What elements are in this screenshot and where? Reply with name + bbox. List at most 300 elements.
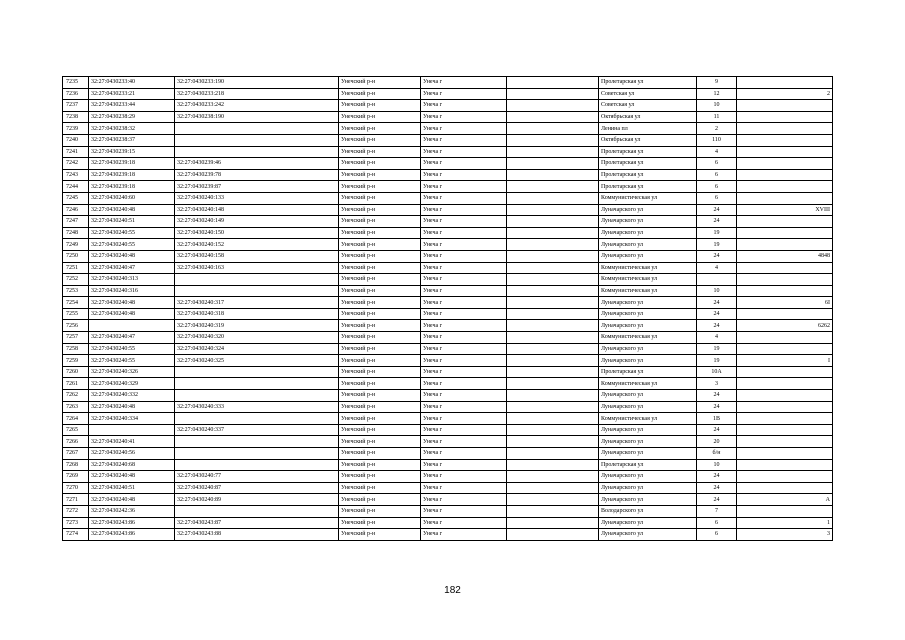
house-number-cell: 19 bbox=[697, 227, 737, 239]
table-row bbox=[63, 494, 833, 506]
parcel-number-cell: 32:27:0430239:15 bbox=[89, 146, 175, 158]
town-cell: Унеча г bbox=[421, 494, 507, 506]
house-number-cell: 1В bbox=[697, 413, 737, 425]
object-number-cell: 32:27:0430240:149 bbox=[175, 216, 339, 228]
town-cell: Унеча г bbox=[421, 413, 507, 425]
street-cell: Коммунистическая ул bbox=[599, 378, 697, 390]
object-number-cell: 32:27:0430240:158 bbox=[175, 250, 339, 262]
table-row bbox=[63, 332, 833, 344]
house-number-cell: 6 bbox=[697, 181, 737, 193]
house-number-cell: 24 bbox=[697, 216, 737, 228]
apartment-cell bbox=[737, 158, 833, 170]
row-number-cell: 7242 bbox=[63, 158, 89, 170]
table-row bbox=[63, 169, 833, 181]
locality-cell bbox=[507, 413, 599, 425]
apartment-cell bbox=[737, 192, 833, 204]
house-number-cell bbox=[697, 274, 737, 286]
table-row bbox=[63, 378, 833, 390]
row-number-cell: 7264 bbox=[63, 413, 89, 425]
district-cell: Унечский р-н bbox=[339, 123, 421, 135]
apartment-cell bbox=[737, 436, 833, 448]
street-cell: Пролетарская ул bbox=[599, 366, 697, 378]
object-number-cell bbox=[175, 134, 339, 146]
row-number-cell: 7240 bbox=[63, 134, 89, 146]
locality-cell bbox=[507, 401, 599, 413]
street-cell: Пролетарская ул bbox=[599, 169, 697, 181]
object-number-cell: 32:27:0430240:87 bbox=[175, 482, 339, 494]
house-number-cell: 7 bbox=[697, 505, 737, 517]
row-number-cell: 7251 bbox=[63, 262, 89, 274]
table-row bbox=[63, 192, 833, 204]
row-number-cell: 7270 bbox=[63, 482, 89, 494]
row-number-cell: 7273 bbox=[63, 517, 89, 529]
town-cell: Унеча г bbox=[421, 88, 507, 100]
district-cell: Унечский р-н bbox=[339, 100, 421, 112]
street-cell: Ленина пл bbox=[599, 123, 697, 135]
locality-cell bbox=[507, 250, 599, 262]
town-cell: Унеча г bbox=[421, 355, 507, 367]
town-cell: Унеча г bbox=[421, 343, 507, 355]
town-cell: Унеча г bbox=[421, 332, 507, 344]
table-row bbox=[63, 181, 833, 193]
row-number-cell: 7253 bbox=[63, 285, 89, 297]
row-number-cell: 7241 bbox=[63, 146, 89, 158]
object-number-cell: 32:27:0430233:218 bbox=[175, 88, 339, 100]
locality-cell bbox=[507, 227, 599, 239]
parcel-number-cell: 32:27:0430240:316 bbox=[89, 285, 175, 297]
locality-cell bbox=[507, 134, 599, 146]
apartment-cell bbox=[737, 366, 833, 378]
street-cell: Луначарского ул bbox=[599, 250, 697, 262]
house-number-cell: 3 bbox=[697, 378, 737, 390]
object-number-cell: 32:27:0430240:148 bbox=[175, 204, 339, 216]
apartment-cell bbox=[737, 413, 833, 425]
street-cell: Коммунистическая ул bbox=[599, 262, 697, 274]
apartment-cell bbox=[737, 123, 833, 135]
locality-cell bbox=[507, 343, 599, 355]
town-cell: Унеча г bbox=[421, 308, 507, 320]
district-cell: Унечский р-н bbox=[339, 343, 421, 355]
object-number-cell: 32:27:0430240:333 bbox=[175, 401, 339, 413]
district-cell: Унечский р-н bbox=[339, 401, 421, 413]
object-number-cell: 32:27:0430240:324 bbox=[175, 343, 339, 355]
apartment-cell bbox=[737, 471, 833, 483]
object-number-cell: 32:27:0430233:190 bbox=[175, 77, 339, 89]
house-number-cell: 19 bbox=[697, 355, 737, 367]
row-number-cell: 7261 bbox=[63, 378, 89, 390]
district-cell: Унечский р-н bbox=[339, 181, 421, 193]
object-number-cell bbox=[175, 448, 339, 460]
street-cell: Луначарского ул bbox=[599, 529, 697, 541]
parcel-number-cell: 32:27:0430240:55 bbox=[89, 227, 175, 239]
town-cell: Унеча г bbox=[421, 158, 507, 170]
apartment-cell bbox=[737, 227, 833, 239]
parcel-number-cell: 32:27:0430243:86 bbox=[89, 529, 175, 541]
district-cell: Унечский р-н bbox=[339, 459, 421, 471]
house-number-cell: 4 bbox=[697, 146, 737, 158]
table-row bbox=[63, 227, 833, 239]
table-row bbox=[63, 146, 833, 158]
house-number-cell: 10А bbox=[697, 366, 737, 378]
object-number-cell: 32:27:0430240:320 bbox=[175, 332, 339, 344]
town-cell: Унеча г bbox=[421, 471, 507, 483]
table-row bbox=[63, 401, 833, 413]
town-cell: Унеча г bbox=[421, 262, 507, 274]
table-row bbox=[63, 355, 833, 367]
district-cell: Унечский р-н bbox=[339, 169, 421, 181]
town-cell: Унеча г bbox=[421, 459, 507, 471]
row-number-cell: 7252 bbox=[63, 274, 89, 286]
locality-cell bbox=[507, 158, 599, 170]
town-cell: Унеча г bbox=[421, 134, 507, 146]
table-row bbox=[63, 366, 833, 378]
town-cell: Унеча г bbox=[421, 390, 507, 402]
row-number-cell: 7237 bbox=[63, 100, 89, 112]
street-cell: Луначарского ул bbox=[599, 436, 697, 448]
street-cell: Луначарского ул bbox=[599, 297, 697, 309]
object-number-cell: 32:27:0430240:152 bbox=[175, 239, 339, 251]
parcel-number-cell: 32:27:0430240:55 bbox=[89, 343, 175, 355]
locality-cell bbox=[507, 274, 599, 286]
apartment-cell bbox=[737, 378, 833, 390]
district-cell: Унечский р-н bbox=[339, 204, 421, 216]
apartment-cell: 6І bbox=[737, 297, 833, 309]
street-cell: Луначарского ул bbox=[599, 471, 697, 483]
table-row bbox=[63, 448, 833, 460]
object-number-cell: 32:27:0430243:88 bbox=[175, 529, 339, 541]
apartment-cell bbox=[737, 390, 833, 402]
house-number-cell: 6 bbox=[697, 169, 737, 181]
district-cell: Унечский р-н bbox=[339, 424, 421, 436]
district-cell: Унечский р-н bbox=[339, 471, 421, 483]
table-row bbox=[63, 123, 833, 135]
apartment-cell bbox=[737, 262, 833, 274]
house-number-cell: 4 bbox=[697, 262, 737, 274]
town-cell: Унеча г bbox=[421, 250, 507, 262]
parcel-number-cell bbox=[89, 320, 175, 332]
parcel-number-cell: 32:27:0430240:48 bbox=[89, 204, 175, 216]
row-number-cell: 7272 bbox=[63, 505, 89, 517]
apartment-cell bbox=[737, 424, 833, 436]
apartment-cell: 3 bbox=[737, 529, 833, 541]
parcel-number-cell: 32:27:0430240:47 bbox=[89, 262, 175, 274]
table-row bbox=[63, 100, 833, 112]
locality-cell bbox=[507, 123, 599, 135]
object-number-cell: 32:27:0430240:318 bbox=[175, 308, 339, 320]
locality-cell bbox=[507, 494, 599, 506]
locality-cell bbox=[507, 297, 599, 309]
district-cell: Унечский р-н bbox=[339, 320, 421, 332]
street-cell: Луначарского ул bbox=[599, 308, 697, 320]
parcel-number-cell: 32:27:0430240:68 bbox=[89, 459, 175, 471]
parcel-number-cell: 32:27:0430240:48 bbox=[89, 494, 175, 506]
district-cell: Унечский р-н bbox=[339, 355, 421, 367]
apartment-cell: 2 bbox=[737, 88, 833, 100]
apartment-cell: А bbox=[737, 494, 833, 506]
parcel-number-cell: 32:27:0430240:332 bbox=[89, 390, 175, 402]
town-cell: Унеча г bbox=[421, 285, 507, 297]
locality-cell bbox=[507, 77, 599, 89]
street-cell: Луначарского ул bbox=[599, 320, 697, 332]
town-cell: Унеча г bbox=[421, 227, 507, 239]
row-number-cell: 7263 bbox=[63, 401, 89, 413]
district-cell: Унечский р-н bbox=[339, 262, 421, 274]
house-number-cell: 24 bbox=[697, 401, 737, 413]
house-number-cell: 24 bbox=[697, 308, 737, 320]
locality-cell bbox=[507, 505, 599, 517]
parcel-number-cell bbox=[89, 424, 175, 436]
locality-cell bbox=[507, 216, 599, 228]
town-cell: Унеча г bbox=[421, 146, 507, 158]
street-cell: Луначарского ул bbox=[599, 355, 697, 367]
house-number-cell: 24 bbox=[697, 494, 737, 506]
district-cell: Унечский р-н bbox=[339, 366, 421, 378]
house-number-cell: 10 bbox=[697, 100, 737, 112]
apartment-cell: I bbox=[737, 355, 833, 367]
locality-cell bbox=[507, 308, 599, 320]
parcel-number-cell: 32:27:0430238:29 bbox=[89, 111, 175, 123]
town-cell: Унеча г bbox=[421, 274, 507, 286]
apartment-cell bbox=[737, 332, 833, 344]
row-number-cell: 7248 bbox=[63, 227, 89, 239]
house-number-cell: 11 bbox=[697, 111, 737, 123]
district-cell: Унечский р-н bbox=[339, 88, 421, 100]
apartment-cell bbox=[737, 401, 833, 413]
town-cell: Унеча г bbox=[421, 216, 507, 228]
table-row bbox=[63, 505, 833, 517]
street-cell: Пролетарская ул bbox=[599, 459, 697, 471]
parcel-number-cell: 32:27:0430242:36 bbox=[89, 505, 175, 517]
district-cell: Унечский р-н bbox=[339, 250, 421, 262]
district-cell: Унечский р-н bbox=[339, 111, 421, 123]
locality-cell bbox=[507, 378, 599, 390]
town-cell: Унеча г bbox=[421, 111, 507, 123]
apartment-cell bbox=[737, 181, 833, 193]
street-cell: Пролетарская ул bbox=[599, 77, 697, 89]
street-cell: Луначарского ул bbox=[599, 401, 697, 413]
row-number-cell: 7269 bbox=[63, 471, 89, 483]
row-number-cell: 7238 bbox=[63, 111, 89, 123]
object-number-cell: 32:27:0430240:317 bbox=[175, 297, 339, 309]
parcel-number-cell: 32:27:0430233:44 bbox=[89, 100, 175, 112]
object-number-cell: 32:27:0430240:337 bbox=[175, 424, 339, 436]
row-number-cell: 7256 bbox=[63, 320, 89, 332]
district-cell: Унечский р-н bbox=[339, 227, 421, 239]
row-number-cell: 7266 bbox=[63, 436, 89, 448]
house-number-cell: 4 bbox=[697, 332, 737, 344]
object-number-cell bbox=[175, 285, 339, 297]
town-cell: Унеча г bbox=[421, 424, 507, 436]
object-number-cell: 32:27:0430238:190 bbox=[175, 111, 339, 123]
locality-cell bbox=[507, 424, 599, 436]
locality-cell bbox=[507, 262, 599, 274]
locality-cell bbox=[507, 448, 599, 460]
street-cell: Советская ул bbox=[599, 100, 697, 112]
row-number-cell: 7236 bbox=[63, 88, 89, 100]
table-row bbox=[63, 471, 833, 483]
town-cell: Унеча г bbox=[421, 482, 507, 494]
street-cell: Октябрьская ул bbox=[599, 111, 697, 123]
parcel-number-cell: 32:27:0430240:55 bbox=[89, 355, 175, 367]
town-cell: Унеча г bbox=[421, 436, 507, 448]
object-number-cell: 32:27:0430240:325 bbox=[175, 355, 339, 367]
object-number-cell bbox=[175, 366, 339, 378]
locality-cell bbox=[507, 100, 599, 112]
table-row bbox=[63, 250, 833, 262]
district-cell: Унечский р-н bbox=[339, 332, 421, 344]
apartment-cell bbox=[737, 77, 833, 89]
district-cell: Унечский р-н bbox=[339, 436, 421, 448]
district-cell: Унечский р-н bbox=[339, 239, 421, 251]
table-row bbox=[63, 285, 833, 297]
locality-cell bbox=[507, 436, 599, 448]
locality-cell bbox=[507, 192, 599, 204]
object-number-cell: 32:27:0430239:87 bbox=[175, 181, 339, 193]
house-number-cell: 24 bbox=[697, 390, 737, 402]
row-number-cell: 7243 bbox=[63, 169, 89, 181]
object-number-cell: 32:27:0430240:319 bbox=[175, 320, 339, 332]
parcel-number-cell: 32:27:0430240:326 bbox=[89, 366, 175, 378]
apartment-cell bbox=[737, 134, 833, 146]
parcel-number-cell: 32:27:0430240:313 bbox=[89, 274, 175, 286]
house-number-cell: 24 bbox=[697, 204, 737, 216]
town-cell: Унеча г bbox=[421, 529, 507, 541]
locality-cell bbox=[507, 111, 599, 123]
table-row bbox=[63, 343, 833, 355]
object-number-cell bbox=[175, 390, 339, 402]
district-cell: Унечский р-н bbox=[339, 308, 421, 320]
table-row bbox=[63, 320, 833, 332]
object-number-cell: 32:27:0430240:163 bbox=[175, 262, 339, 274]
street-cell: Пролетарская ул bbox=[599, 158, 697, 170]
parcel-number-cell: 32:27:0430239:18 bbox=[89, 158, 175, 170]
district-cell: Унечский р-н bbox=[339, 448, 421, 460]
town-cell: Унеча г bbox=[421, 123, 507, 135]
cadastral-table bbox=[62, 76, 833, 541]
street-cell: Луначарского ул bbox=[599, 343, 697, 355]
row-number-cell: 7250 bbox=[63, 250, 89, 262]
locality-cell bbox=[507, 285, 599, 297]
locality-cell bbox=[507, 332, 599, 344]
locality-cell bbox=[507, 239, 599, 251]
street-cell: Луначарского ул bbox=[599, 517, 697, 529]
row-number-cell: 7249 bbox=[63, 239, 89, 251]
object-number-cell bbox=[175, 459, 339, 471]
locality-cell bbox=[507, 169, 599, 181]
row-number-cell: 7271 bbox=[63, 494, 89, 506]
table-row bbox=[63, 529, 833, 541]
parcel-number-cell: 32:27:0430240:48 bbox=[89, 250, 175, 262]
district-cell: Унечский р-н bbox=[339, 378, 421, 390]
street-cell: Коммунистическая ул bbox=[599, 285, 697, 297]
object-number-cell: 32:27:0430240:133 bbox=[175, 192, 339, 204]
apartment-cell bbox=[737, 308, 833, 320]
apartment-cell bbox=[737, 285, 833, 297]
street-cell: Луначарского ул bbox=[599, 227, 697, 239]
district-cell: Унечский р-н bbox=[339, 482, 421, 494]
town-cell: Унеча г bbox=[421, 366, 507, 378]
row-number-cell: 7244 bbox=[63, 181, 89, 193]
parcel-number-cell: 32:27:0430240:51 bbox=[89, 482, 175, 494]
parcel-number-cell: 32:27:0430240:60 bbox=[89, 192, 175, 204]
parcel-number-cell: 32:27:0430238:37 bbox=[89, 134, 175, 146]
town-cell: Унеча г bbox=[421, 77, 507, 89]
district-cell: Унечский р-н bbox=[339, 192, 421, 204]
street-cell: Пролетарская ул bbox=[599, 146, 697, 158]
parcel-number-cell: 32:27:0430239:18 bbox=[89, 169, 175, 181]
object-number-cell: 32:27:0430243:87 bbox=[175, 517, 339, 529]
row-number-cell: 7255 bbox=[63, 308, 89, 320]
street-cell: Коммунистическая ул bbox=[599, 192, 697, 204]
town-cell: Унеча г bbox=[421, 100, 507, 112]
object-number-cell: 32:27:0430239:46 bbox=[175, 158, 339, 170]
street-cell: Коммунистическая ул bbox=[599, 274, 697, 286]
object-number-cell bbox=[175, 274, 339, 286]
apartment-cell bbox=[737, 111, 833, 123]
house-number-cell: 2 bbox=[697, 123, 737, 135]
object-number-cell: 32:27:0430240:77 bbox=[175, 471, 339, 483]
district-cell: Унечский р-н bbox=[339, 517, 421, 529]
parcel-number-cell: 32:27:0430240:48 bbox=[89, 401, 175, 413]
apartment-cell bbox=[737, 505, 833, 517]
row-number-cell: 7268 bbox=[63, 459, 89, 471]
row-number-cell: 7260 bbox=[63, 366, 89, 378]
district-cell: Унечский р-н bbox=[339, 158, 421, 170]
town-cell: Унеча г bbox=[421, 401, 507, 413]
parcel-number-cell: 32:27:0430233:21 bbox=[89, 88, 175, 100]
parcel-number-cell: 32:27:0430239:18 bbox=[89, 181, 175, 193]
table-row bbox=[63, 459, 833, 471]
apartment-cell bbox=[737, 169, 833, 181]
parcel-number-cell: 32:27:0430240:48 bbox=[89, 308, 175, 320]
house-number-cell: 6 bbox=[697, 158, 737, 170]
street-cell: Володарского ул bbox=[599, 505, 697, 517]
street-cell: Луначарского ул bbox=[599, 424, 697, 436]
locality-cell bbox=[507, 146, 599, 158]
table-row bbox=[63, 424, 833, 436]
house-number-cell: 19 bbox=[697, 343, 737, 355]
town-cell: Унеча г bbox=[421, 204, 507, 216]
district-cell: Унечский р-н bbox=[339, 134, 421, 146]
street-cell: Луначарского ул bbox=[599, 482, 697, 494]
row-number-cell: 7254 bbox=[63, 297, 89, 309]
street-cell: Коммунистическая ул bbox=[599, 332, 697, 344]
house-number-cell: 24 bbox=[697, 320, 737, 332]
parcel-number-cell: 32:27:0430240:48 bbox=[89, 471, 175, 483]
parcel-number-cell: 32:27:0430233:40 bbox=[89, 77, 175, 89]
table-row bbox=[63, 88, 833, 100]
apartment-cell bbox=[737, 100, 833, 112]
apartment-cell bbox=[737, 482, 833, 494]
row-number-cell: 7259 bbox=[63, 355, 89, 367]
object-number-cell: 32:27:0430233:242 bbox=[175, 100, 339, 112]
table-row bbox=[63, 517, 833, 529]
table-row bbox=[63, 482, 833, 494]
apartment-cell bbox=[737, 343, 833, 355]
locality-cell bbox=[507, 88, 599, 100]
house-number-cell: 24 bbox=[697, 424, 737, 436]
parcel-number-cell: 32:27:0430238:32 bbox=[89, 123, 175, 135]
town-cell: Унеча г bbox=[421, 297, 507, 309]
house-number-cell: 10 bbox=[697, 459, 737, 471]
locality-cell bbox=[507, 390, 599, 402]
house-number-cell: 9 bbox=[697, 77, 737, 89]
table-body bbox=[63, 77, 833, 541]
town-cell: Унеча г bbox=[421, 505, 507, 517]
table-row bbox=[63, 390, 833, 402]
parcel-number-cell: 32:27:0430240:56 bbox=[89, 448, 175, 460]
street-cell: Луначарского ул bbox=[599, 204, 697, 216]
